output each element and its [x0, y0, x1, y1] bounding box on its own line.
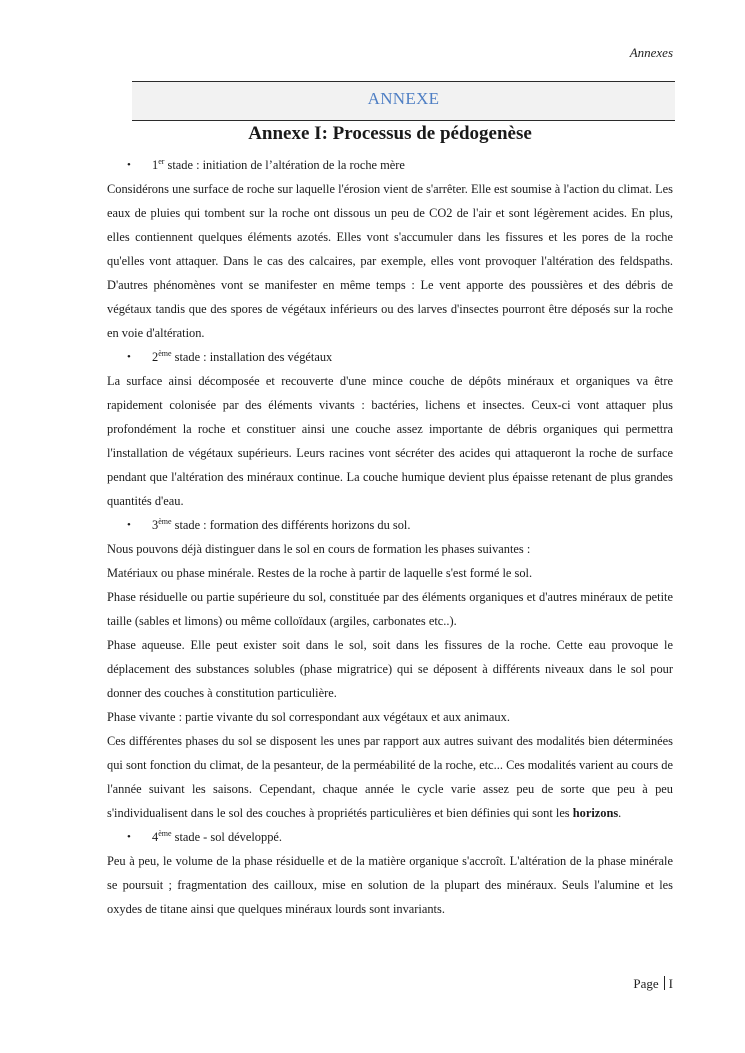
bullet-dot: •	[127, 519, 131, 531]
stage-2-bullet: • 2ème stade : installation des végétaux	[107, 345, 673, 369]
stage-4-bullet: • 4ème stade - sol développé.	[107, 825, 673, 849]
bullet-dot: •	[127, 351, 131, 363]
page-footer	[633, 976, 673, 992]
running-header: Annexes	[629, 45, 673, 60]
footer-separator	[664, 976, 665, 990]
stage-1-paragraph: Considérons une surface de roche sur laquelle l'érosion vient de s'arrêter. Elle est soumise à l'action du climat. Les eaux de pluies qui tombent sur la roche ont dissous un peu de CO2 de l'air et sont légèrement acides. En plus, elles contiennent quelques éléments azotés. Elles vont s'accumuler dans les fissures et les pores de la roche qu'elles vont attaquer. Dans le cas des calcaires, par exemple, elles vont provoquer l'altération des feldspaths. D'autres phénomènes vont se manifester en même temps : Le vent apporte des poussières et des débris de végétaux tandis que des spores de végétaux inférieurs ou des larves d'insectes pourront être déposés sur la roche en voie d'altération.	[107, 182, 673, 340]
phase-aqueuse-paragraph: Phase aqueuse. Elle peut exister soit dans le sol, soit dans les fissures de la roche. Cette eau provoque le déplacement des substances solubles (phase migratrice) qui se déposent à différents niveaux dans le sol pour donner des couches à constitution particulière.	[107, 638, 673, 700]
bullet-dot: •	[127, 831, 131, 843]
horizons-paragraph: Ces différentes phases du sol se disposent les unes par rapport aux autres suivant des modalités bien déterminées qui sont fonction du climat, de la pesanteur, de la perméabilité de la roche, etc... Ces modalités varient au cours de l'année suivant les saisons. Cependant, chaque année le cycle varie assez peu de sorte que peu à peu s'individualisent dans le sol des couches à propriétés particulières et bien définies qui sont les horizons.	[107, 734, 673, 820]
stage-1-bullet: • 1er stade : initiation de l’altération de la roche mère	[107, 153, 673, 177]
stage-3-bullet: • 3ème stade : formation des différents horizons du sol.	[107, 513, 673, 537]
page-title: Annexe I: Processus de pédogenèse	[248, 123, 532, 144]
stage-3-intro: Nous pouvons déjà distinguer dans le sol en cours de formation les phases suivantes :	[107, 542, 531, 556]
stage-4-paragraph: Peu à peu, le volume de la phase résiduelle et de la matière organique s'accroît. L'altération de la phase minérale se poursuit ; fragmentation des cailloux, mise en solution de la plupart des minéraux. Seuls l'alumine et les oxydes de titane ainsi que quelques minéraux lourds sont invariants.	[107, 854, 673, 916]
bullet-dot: •	[127, 159, 131, 171]
horizons-term: horizons	[572, 806, 619, 820]
page-label: Page	[633, 976, 659, 991]
phase-residuelle-paragraph: Phase résiduelle ou partie supérieure du sol, constituée par des éléments organiques et d'autres minéraux de petite taille (sables et limons) ou même colloïdaux (argiles, carbonates etc..).	[107, 590, 673, 628]
page-number: I	[668, 976, 673, 991]
phase-minerale-paragraph: Matériaux ou phase minérale. Restes de la roche à partir de laquelle s'est formé le sol.	[107, 566, 533, 580]
phase-vivante-paragraph: Phase vivante : partie vivante du sol correspondant aux végétaux et aux animaux.	[107, 710, 510, 724]
annex-banner: ANNEXE	[132, 81, 675, 121]
stage-2-paragraph: La surface ainsi décomposée et recouverte d'une mince couche de dépôts minéraux et organiques va être rapidement colonisée par des éléments vivants : bactéries, lichens et insectes. Ceux-ci vont attaquer plus profondément la roche et constituer ainsi une couche assez importante de débris organiques qui permettra l'installation de végétaux supérieurs. Leurs racines vont sécréter des acides qui attaqueront la roche de surface pendant que l'altération des minéraux continue. La couche humique devient plus épaisse retenant de plus grandes quantités d'eau.	[107, 374, 673, 508]
document-body	[107, 153, 673, 921]
